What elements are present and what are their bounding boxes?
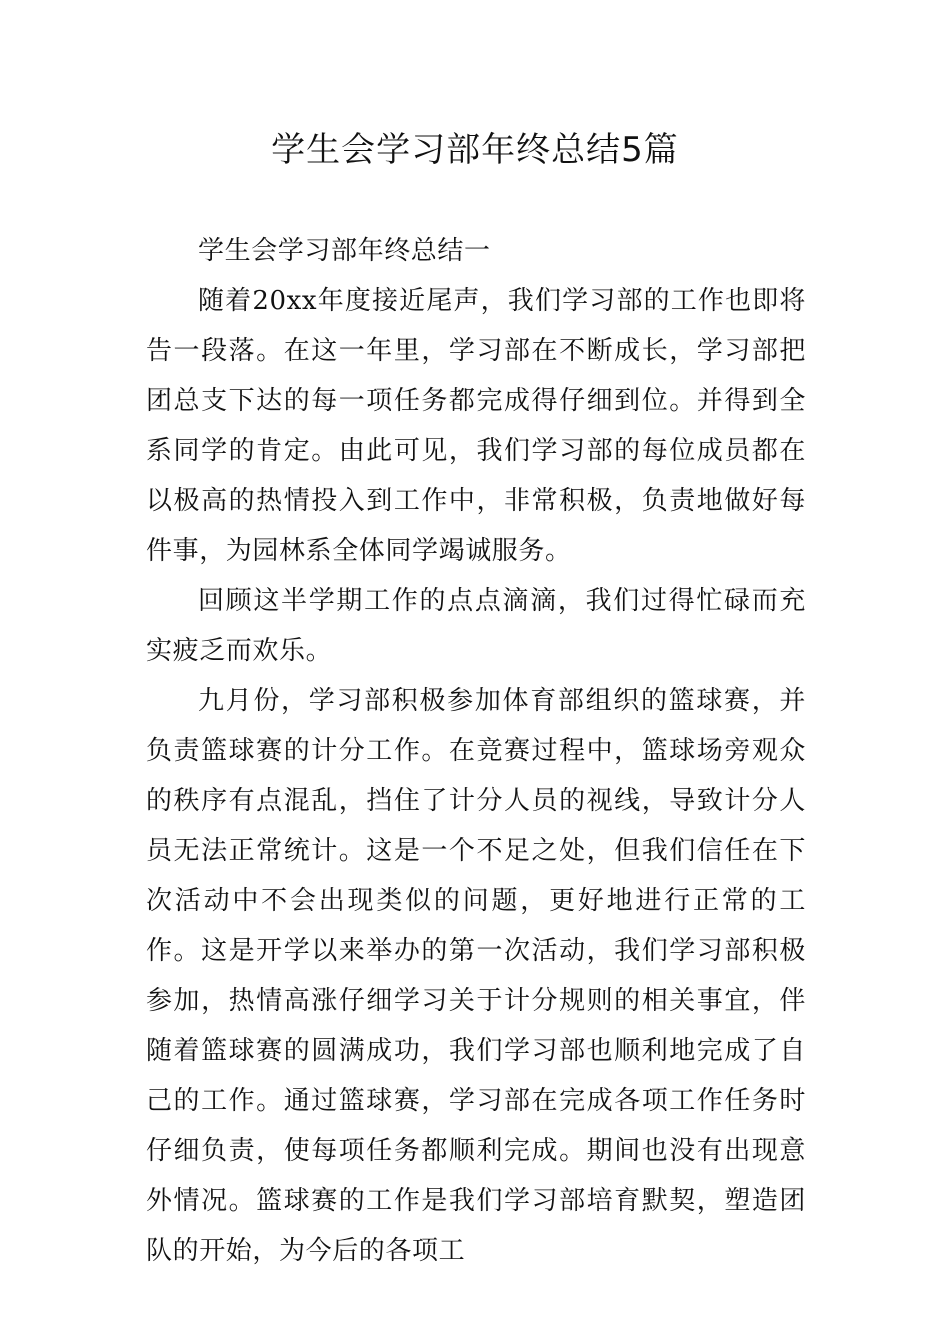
document-body — [146, 226, 806, 1276]
document-title: 学生会学习部年终总结5篇 — [271, 130, 679, 170]
body-paragraph: 回顾这半学期工作的点点滴滴，我们过得忙碌而充实疲乏而欢乐。 — [146, 586, 806, 666]
body-paragraph: 九月份，学习部积极参加体育部组织的篮球赛，并负责篮球赛的计分工作。在竞赛过程中，篮球场旁观众的秩序有点混乱，挡住了计分人员的视线，导致计分人员无法正常统计。这是一个不足之处，但我们信任在下次活动中不会出现类似的问题，更好地进行正常的工作。这是开学以来举办的第一次活动，我们学习部积极参加，热情高涨仔细学习关于计分规则的相关事宜，伴随着篮球赛的圆满成功，我们学习部也顺利地完成了自己的工作。通过篮球赛，学习部在完成各项工作任务时仔细负责，使每项任务都顺利完成。期间也没有出现意外情况。篮球赛的工作是我们学习部培育默契，塑造团队的开始，为今后的各项工 — [146, 686, 806, 1266]
section-heading: 学生会学习部年终总结一 — [198, 236, 491, 266]
body-paragraph: 随着20xx年度接近尾声，我们学习部的工作也即将告一段落。在这一年里，学习部在不断成长，学习部把团总支下达的每一项任务都完成得仔细到位。并得到全系同学的肯定。由此可见，我们学习部的每位成员都在以极高的热情投入到工作中，非常积极，负责地做好每件事，为园林系全体同学竭诚服务。 — [146, 286, 806, 566]
